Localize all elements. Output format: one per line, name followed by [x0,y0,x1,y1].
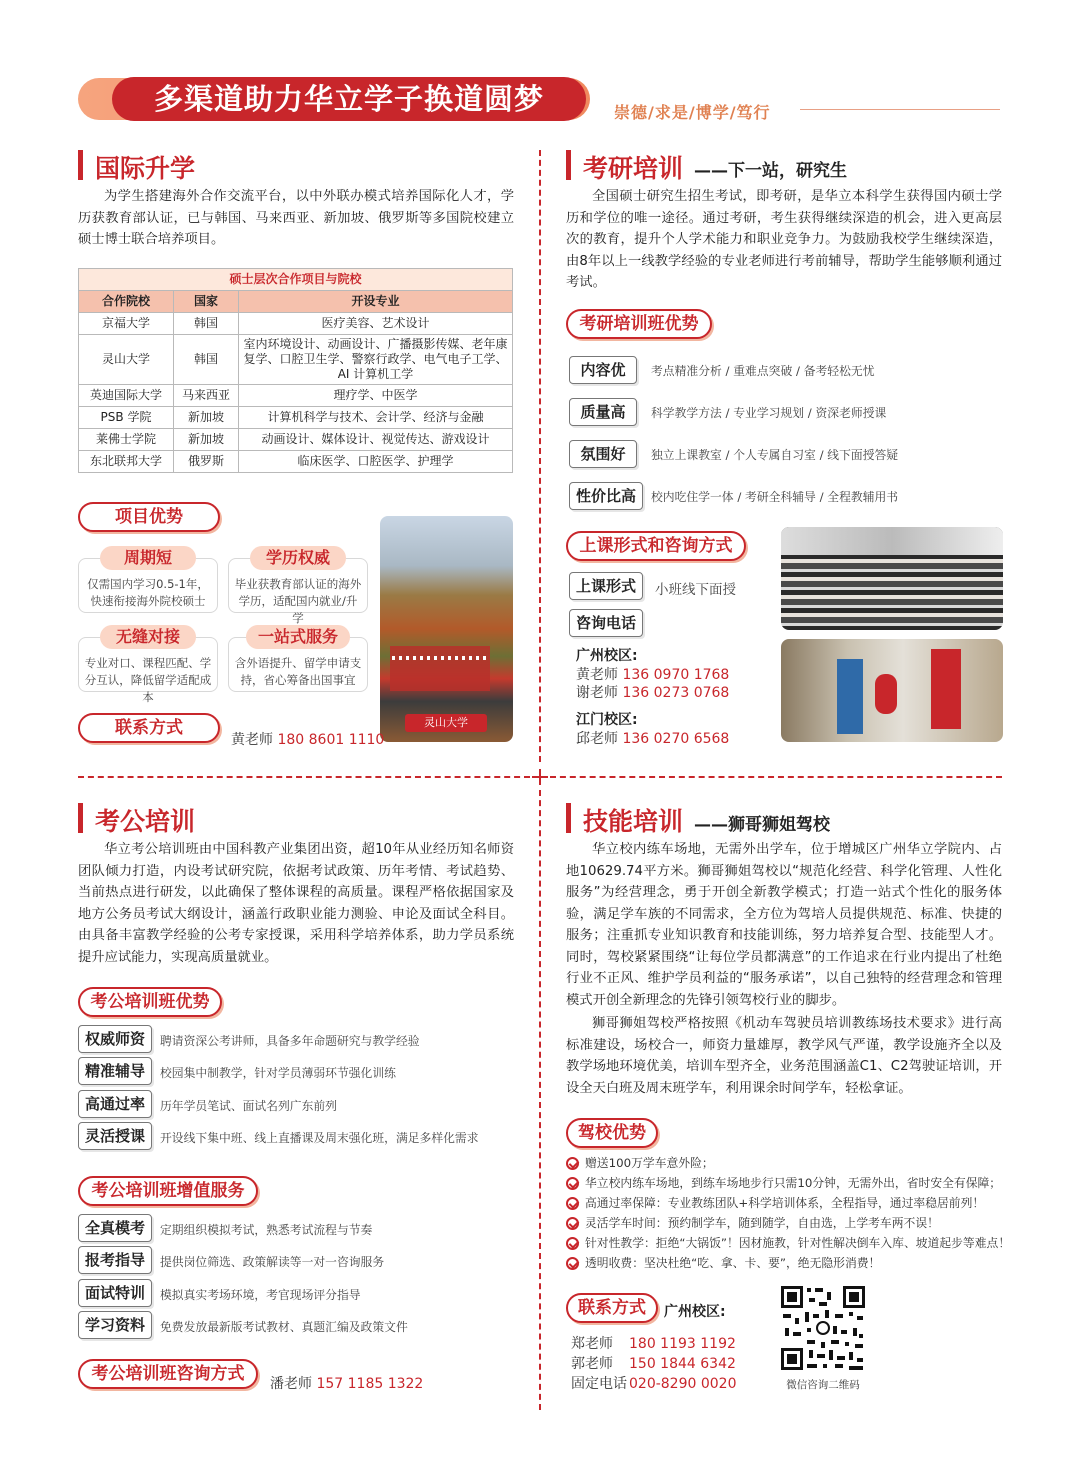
service-label: 报考指导 [78,1246,152,1274]
table-cell: 新加坡 [174,429,239,451]
bullet-text: 华立校内练车场地，到练车场地步行只需10分钟，无需外出，省时安全有保障； [585,1176,1002,1190]
table-caption: 硕士层次合作项目与院校 [79,269,513,291]
table-row [79,335,513,385]
table-cell: 室内环境设计、动画设计、广播摄影传媒、老年康复学、口腔卫生学、警察行政学、电气电子工学、AI 计算机工学 [239,335,513,385]
contact-row [571,1333,736,1353]
kaoyan-contact [576,682,729,702]
list-item [566,1193,1006,1213]
vertical-divider-top [539,150,541,762]
driving-advantage-heading: 驾校优势 [566,1118,658,1148]
list-item [566,1173,1006,1193]
horizontal-divider-right [550,776,1002,778]
list-item [566,1233,1011,1253]
mode-value: 小班线下面授 [655,582,736,598]
contact-row [571,1373,736,1393]
contact-phone: 150 1844 6342 [629,1356,736,1372]
contact-name: 黄老师 [231,732,273,748]
advantage-detail: 校园集中制教学，针对学员薄弱环节强化训练 [160,1066,396,1080]
photo-caption: 灵山大学 [405,714,487,732]
advantage-label: 灵活授课 [78,1122,152,1150]
advantage-detail: 聘请资深公考讲师，具备多年命题研究与教学经验 [160,1034,420,1048]
table-cell: 动画设计、媒体设计、视觉传达、游戏设计 [239,429,513,451]
table-cell: 马来西亚 [174,385,239,407]
table-row [79,407,513,429]
contact-phone: 180 1193 1192 [629,1336,736,1352]
advantage-text: 毕业获教育部认证的海外学历，适配国内就业/升学 [234,577,362,625]
bullet-text: 灵活学车时间：预约制学车，随到随学，自由选，上学考车两不误！ [585,1216,939,1230]
campus-label: 广州校区: [576,648,638,664]
advantage-detail: 校内吃住学一体 / 考研全科辅导 / 全程教辅用书 [651,490,899,504]
kaogong-contact [270,1373,423,1393]
kaoyan-subtitle: ——下一站，研究生 [694,161,847,181]
service-detail: 模拟真实考场环境，考官现场评分指导 [160,1288,361,1302]
motto-divider [800,109,1000,110]
registration-office-photo [781,639,1003,742]
kaoyan-advantage-heading: 考研培训班优势 [566,309,712,339]
check-icon [566,1157,579,1170]
table-row [79,451,513,473]
advantage-label: 权威师资 [78,1025,152,1053]
service-detail: 提供岗位筛选、政策解读等一对一咨询服务 [160,1255,385,1269]
campus-label: 江门校区: [576,712,638,728]
intl-contact [231,729,384,749]
qr-code-icon [779,1284,867,1372]
page-title: 多渠道助力华立学子换道圆梦 [112,77,586,121]
advantage-detail: 历年学员笔试、面试名列广东前列 [160,1099,337,1113]
bullet-text: 透明收费：坚决杜绝“吃、拿、卡、要”，绝无隐形消费！ [585,1256,881,1270]
school-motto: 崇德/求是/博学/笃行 [614,103,771,122]
contact-phone: 180 8601 1110 [277,732,385,748]
driving-section-title: 技能培训 [583,807,684,836]
contact-name: 谢老师 [576,685,618,701]
table-row [79,429,513,451]
table-cell: 灵山大学 [79,335,174,385]
advantage-detail: 考点精准分析 / 重难点突破 / 备考轻松无忧 [651,364,875,378]
divider-cross [532,769,548,785]
contact-name: 郑老师 [571,1336,613,1352]
service-detail: 定期组织模拟考试，熟悉考试流程与节奏 [160,1223,373,1237]
campus-label: 广州校区: [664,1304,726,1320]
table-cell: PSB 学院 [79,407,174,429]
advantage-label: 氛围好 [569,440,637,468]
table-header: 开设专业 [239,291,513,313]
table-cell: 理疗学、中医学 [239,385,513,407]
section-bar [78,803,83,833]
table-row [79,313,513,335]
kaoyan-intro: 全国硕士研究生招生考试，即考研，是华立本科学生获得国内硕士学历和学位的唯一途径。通过考研，考生获得继续深造的机会，进入更高层次的教育，提升个人学术能力和职业竞争力。为鼓励我校学生继续深造，由8年以上一线教学经验的专业老师进行考前辅导，帮助学生能够顺利通过考试。 [566,189,1002,290]
table-header: 合作院校 [79,291,174,313]
table-cell: 英迪国际大学 [79,385,174,407]
intl-advantage-heading: 项目优势 [78,502,220,532]
vertical-divider-bottom [539,790,541,1410]
kaoyan-section-title: 考研培训 [583,154,684,183]
university-photo [380,516,513,742]
table-header: 国家 [174,291,239,313]
advantage-text: 仅需国内学习0.5-1年，快速衔接海外院校硕士 [87,577,209,608]
table-cell: 医疗美容、艺术设计 [239,313,513,335]
phone-label: 咨询电话 [569,609,643,637]
list-item [566,1253,1006,1273]
advantage-text: 含外语提升、留学申请支持，省心筹备出国事宜 [234,656,362,687]
bullet-text: 赠送100万学车意外险； [585,1156,714,1170]
contact-phone: 136 0270 6568 [622,731,730,747]
bullet-text: 针对性教学：拒绝“大锅饭”！因材施教，针对性解决倒车入库、坡道起步等难点！ [585,1236,1011,1250]
advantage-detail: 独立上课教室 / 个人专属自习室 / 线下面授答疑 [651,448,899,462]
contact-name: 郭老师 [571,1356,613,1372]
kaogong-section-title: 考公培训 [95,807,196,836]
advantage-label: 内容优 [569,356,637,384]
advantage-label: 质量高 [569,398,637,426]
table-cell: 京福大学 [79,313,174,335]
driving-intro: 华立校内练车场地，无需外出学车，位于增城区广州华立学院内、占地10629.74平方米。狮哥狮姐驾校以“规范化经营、科学化管理、人性化服务”为经营理念，勇于开创全新教学模式；打造一站式个性化的服务体验，满足学车族的不同需求，全方位为驾培人员提供规范、标准、快捷的服务；注重抓专业知识教育和技能训练，努力培养复合型、技能型人才。同时，驾校紧紧围绕“让每位学员都满意”的工作追求在行业内提出了杜绝行业不正风、维护学员利益的“服务承诺”，以自己独特的经营理念和管理模式开创全新理念的先锋引领驾校行业的脚步。 [566,842,1002,1008]
kaogong-consult-heading: 考公培训班咨询方式 [78,1359,258,1389]
contact-phone: 136 0273 0768 [622,685,730,701]
contact-name: 固定电话 [571,1376,627,1392]
advantage-detail: 开设线下集中班、线上直播课及周末强化班，满足多样化需求 [160,1131,479,1145]
bullet-text: 高通过率保障：专业教练团队+科学培训体系，全程指导，通过率稳居前列！ [585,1196,985,1210]
check-icon [566,1197,579,1210]
table-cell: 东北联邦大学 [79,451,174,473]
list-item [566,1153,1006,1173]
contact-name: 黄老师 [576,667,618,683]
advantage-tag: 无缝对接 [100,625,196,649]
kaogong-value-heading: 考公培训班增值服务 [78,1176,258,1206]
driving-contacts [571,1333,736,1393]
driving-advantage-list [566,1153,1011,1273]
advantage-label: 性价比高 [569,482,643,510]
classroom-photo [781,527,1003,630]
service-label: 全真模考 [78,1214,152,1242]
table-cell: 莱佛士学院 [79,429,174,451]
table-cell: 新加坡 [174,407,239,429]
table-row [79,385,513,407]
contact-phone: 020-8290 0020 [629,1376,737,1392]
master-programs-table [78,268,513,473]
kaogong-intro: 华立考公培训班由中国科教产业集团出资，超10年从业经历知名师资团队倾力打造，内设考试研究院，依据考试政策、历年考情、考试趋势、当前热点进行研发，以此确保了整体课程的高质量。课程严格依据国家及地方公务员考试大纲设计，涵盖行政职业能力测验、申论及面试全科目。由具备丰富教学经验的公考专家授课，采用科学培养体系，助力学员系统提升应试能力，实现高质量就业。 [78,842,514,965]
driving-intro-2: 狮哥狮姐驾校严格按照《机动车驾驶员培训教练场技术要求》进行高标准建设，场校合一，师资力量雄厚，教学风气严谨，教学设施齐全以及教学场地环境优美，培训车型齐全，业务范围涵盖C1、C2驾驶证培训，开设全天白班及周末班学车，利用课余时间学车，轻松拿证。 [566,1016,1002,1096]
intl-contact-heading: 联系方式 [78,713,220,743]
table-cell: 韩国 [174,335,239,385]
contact-name: 潘老师 [270,1376,312,1392]
list-item [566,1213,1006,1233]
kaoyan-contact [576,728,729,748]
advantage-tag: 学历权威 [250,546,346,570]
service-label: 学习资料 [78,1311,152,1339]
advantage-label: 高通过率 [78,1090,152,1118]
check-icon [566,1217,579,1230]
advantage-tag: 一站式服务 [246,625,350,649]
kaogong-advantage-heading: 考公培训班优势 [78,987,222,1017]
contact-phone: 157 1185 1322 [316,1376,424,1392]
table-cell: 计算机科学与技术、会计学、经济与金融 [239,407,513,429]
check-icon [566,1177,579,1190]
qr-caption: 微信咨询二维码 [786,1379,860,1391]
kaoyan-mode-heading: 上课形式和咨询方式 [566,531,746,561]
mode-label: 上课形式 [569,572,643,600]
check-icon [566,1237,579,1250]
service-label: 面试特训 [78,1279,152,1307]
service-detail: 免费发放最新版考试教材、真题汇编及政策文件 [160,1320,408,1334]
intl-intro: 为学生搭建海外合作交流平台，以中外联办模式培养国际化人才，学历获教育部认证，已与韩国、马来西亚、新加坡、俄罗斯等多国院校建立硕士博士联合培养项目。 [78,189,514,247]
table-cell: 俄罗斯 [174,451,239,473]
driving-contact-heading: 联系方式 [566,1293,658,1323]
kaoyan-contact [576,664,729,684]
advantage-tag: 周期短 [100,546,196,570]
contact-row [571,1353,736,1373]
driving-subtitle: ——狮哥狮姐驾校 [694,815,830,835]
horizontal-divider-left [78,776,530,778]
table-cell: 韩国 [174,313,239,335]
contact-phone: 136 0970 1768 [622,667,730,683]
advantage-detail: 科学教学方法 / 专业学习规划 / 资深老师授课 [651,406,887,420]
section-bar [566,150,571,180]
check-icon [566,1257,579,1270]
wechat-qr-code [779,1284,867,1372]
section-bar [566,803,571,833]
section-bar [78,150,83,180]
contact-name: 邱老师 [576,731,618,747]
advantage-text: 专业对口、课程匹配、学分互认，降低留学适配成本 [84,656,212,704]
advantage-label: 精准辅导 [78,1057,152,1085]
intl-section-title: 国际升学 [95,154,196,183]
table-cell: 临床医学、口腔医学、护理学 [239,451,513,473]
